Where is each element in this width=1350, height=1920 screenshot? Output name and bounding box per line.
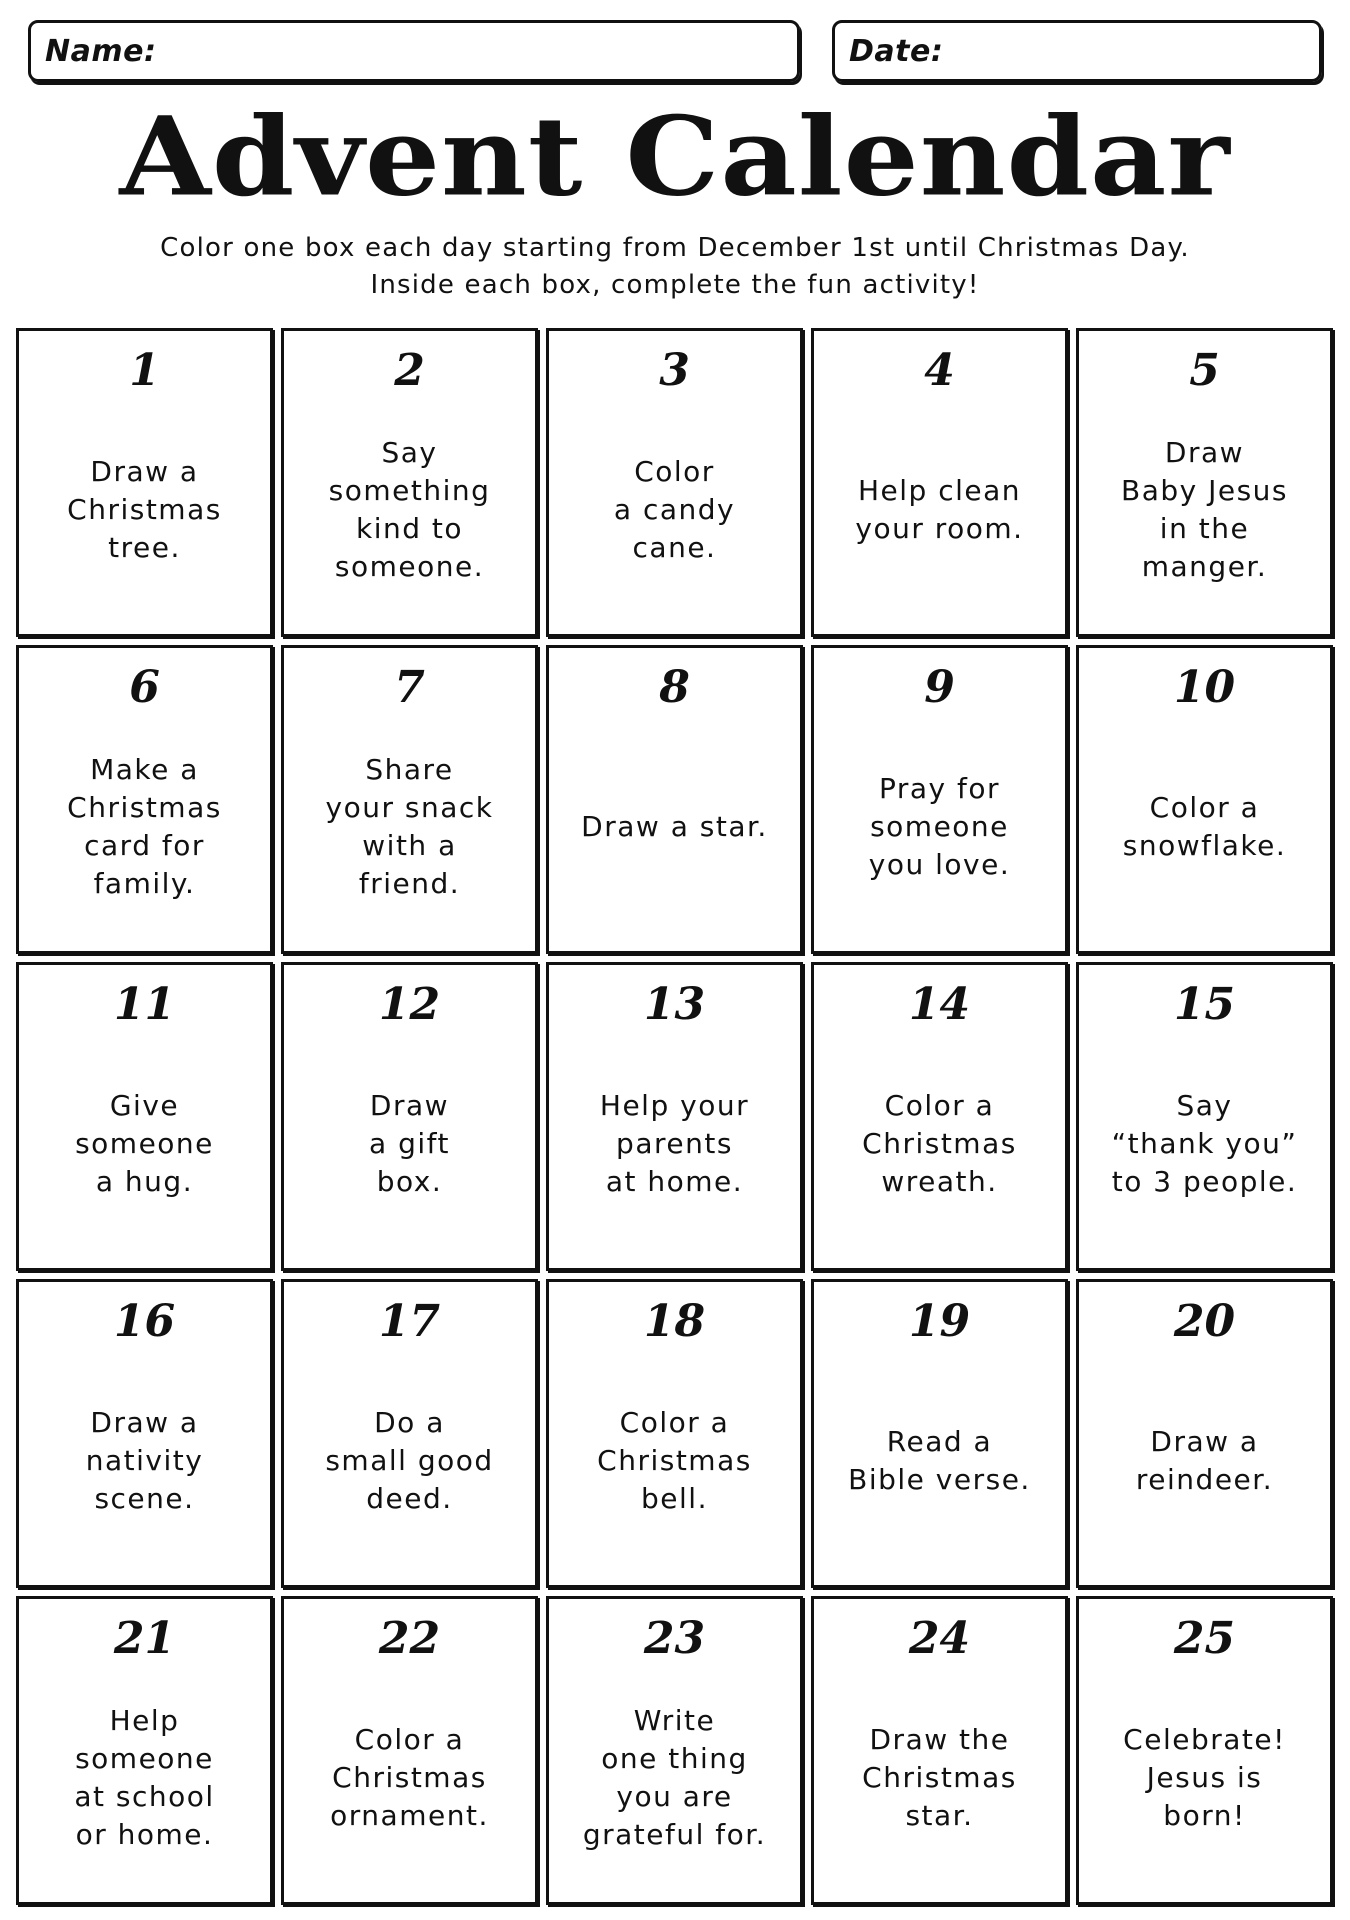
day-number: 1 [129, 345, 160, 396]
day-box[interactable] [811, 328, 1068, 637]
day-activity: Help your parents at home. [599, 1088, 750, 1198]
day-activity: Say “thank you” to 3 people. [1111, 1088, 1298, 1198]
day-number: 4 [924, 345, 955, 396]
day-number: 14 [908, 979, 971, 1030]
day-box[interactable] [281, 328, 538, 637]
day-activity: Make a Christmas card for family. [67, 752, 222, 900]
day-activity: Help clean your room. [855, 473, 1024, 545]
day-box[interactable] [1076, 328, 1333, 637]
day-activity: Write one thing you are grateful for. [582, 1703, 767, 1851]
day-number: 5 [1189, 345, 1220, 396]
day-number: 24 [908, 1613, 971, 1664]
name-field[interactable] [28, 20, 800, 82]
day-activity: Say something kind to someone. [328, 435, 491, 583]
day-number: 12 [378, 979, 441, 1030]
day-box[interactable] [811, 1279, 1068, 1588]
day-number: 20 [1173, 1296, 1236, 1347]
day-box[interactable] [546, 962, 803, 1271]
day-number: 9 [924, 662, 955, 713]
day-number: 25 [1173, 1613, 1236, 1664]
day-number: 16 [113, 1296, 176, 1347]
day-box[interactable] [281, 1596, 538, 1905]
day-box[interactable] [16, 1596, 273, 1905]
day-activity: Color a Christmas wreath. [862, 1088, 1017, 1198]
day-number: 22 [378, 1613, 441, 1664]
day-number: 13 [643, 979, 706, 1030]
date-field[interactable] [832, 20, 1322, 82]
day-activity: Share your snack with a friend. [325, 752, 494, 900]
day-box[interactable] [16, 962, 273, 1271]
day-activity: Help someone at school or home. [74, 1703, 215, 1851]
day-activity: Draw a gift box. [369, 1088, 450, 1198]
day-box[interactable] [811, 962, 1068, 1271]
day-number: 17 [378, 1296, 441, 1347]
day-number: 3 [659, 345, 690, 396]
day-box[interactable] [811, 645, 1068, 954]
day-number: 2 [394, 345, 425, 396]
day-activity: Color a candy cane. [613, 454, 736, 564]
instructions-line-1: Color one box each day starting from December 1st until Christmas Day. [160, 233, 1190, 263]
day-activity: Draw a star. [581, 809, 768, 843]
name-label: Name: [45, 33, 157, 69]
day-number: 10 [1173, 662, 1236, 713]
day-activity: Read a Bible verse. [848, 1424, 1031, 1496]
day-activity: Color a snowflake. [1122, 790, 1287, 862]
day-number: 23 [643, 1613, 706, 1664]
day-activity: Color a Christmas ornament. [330, 1722, 489, 1832]
day-activity: Do a small good deed. [325, 1405, 494, 1515]
day-box[interactable] [1076, 1279, 1333, 1588]
day-activity: Pray for someone you love. [868, 771, 1011, 881]
advent-calendar-grid [16, 328, 1336, 1908]
day-activity: Draw a nativity scene. [85, 1405, 204, 1515]
day-box[interactable] [546, 328, 803, 637]
day-activity: Color a Christmas bell. [597, 1405, 752, 1515]
day-activity: Draw a reindeer. [1135, 1424, 1274, 1496]
day-box[interactable] [281, 645, 538, 954]
day-box[interactable] [546, 645, 803, 954]
day-activity: Draw the Christmas star. [862, 1722, 1017, 1832]
day-box[interactable] [1076, 645, 1333, 954]
instructions-line-2: Inside each box, complete the fun activity! [370, 270, 980, 300]
day-box[interactable] [1076, 1596, 1333, 1905]
day-number: 18 [643, 1296, 706, 1347]
day-box[interactable] [16, 328, 273, 637]
day-number: 11 [113, 979, 176, 1030]
day-number: 19 [908, 1296, 971, 1347]
day-box[interactable] [16, 1279, 273, 1588]
day-number: 6 [129, 662, 160, 713]
day-box[interactable] [811, 1596, 1068, 1905]
day-box[interactable] [546, 1596, 803, 1905]
day-number: 21 [113, 1613, 176, 1664]
instructions [0, 230, 1350, 304]
day-number: 7 [394, 662, 425, 713]
day-box[interactable] [1076, 962, 1333, 1271]
day-activity: Celebrate! Jesus is born! [1123, 1722, 1286, 1832]
day-box[interactable] [281, 962, 538, 1271]
day-activity: Draw Baby Jesus in the manger. [1120, 435, 1289, 583]
day-box[interactable] [281, 1279, 538, 1588]
day-box[interactable] [16, 645, 273, 954]
page-title: Advent Calendar [119, 92, 1231, 221]
day-activity: Give someone a hug. [75, 1088, 214, 1198]
day-activity: Draw a Christmas tree. [67, 454, 222, 564]
day-number: 15 [1173, 979, 1236, 1030]
date-label: Date: [849, 33, 944, 69]
day-number: 8 [659, 662, 690, 713]
day-box[interactable] [546, 1279, 803, 1588]
